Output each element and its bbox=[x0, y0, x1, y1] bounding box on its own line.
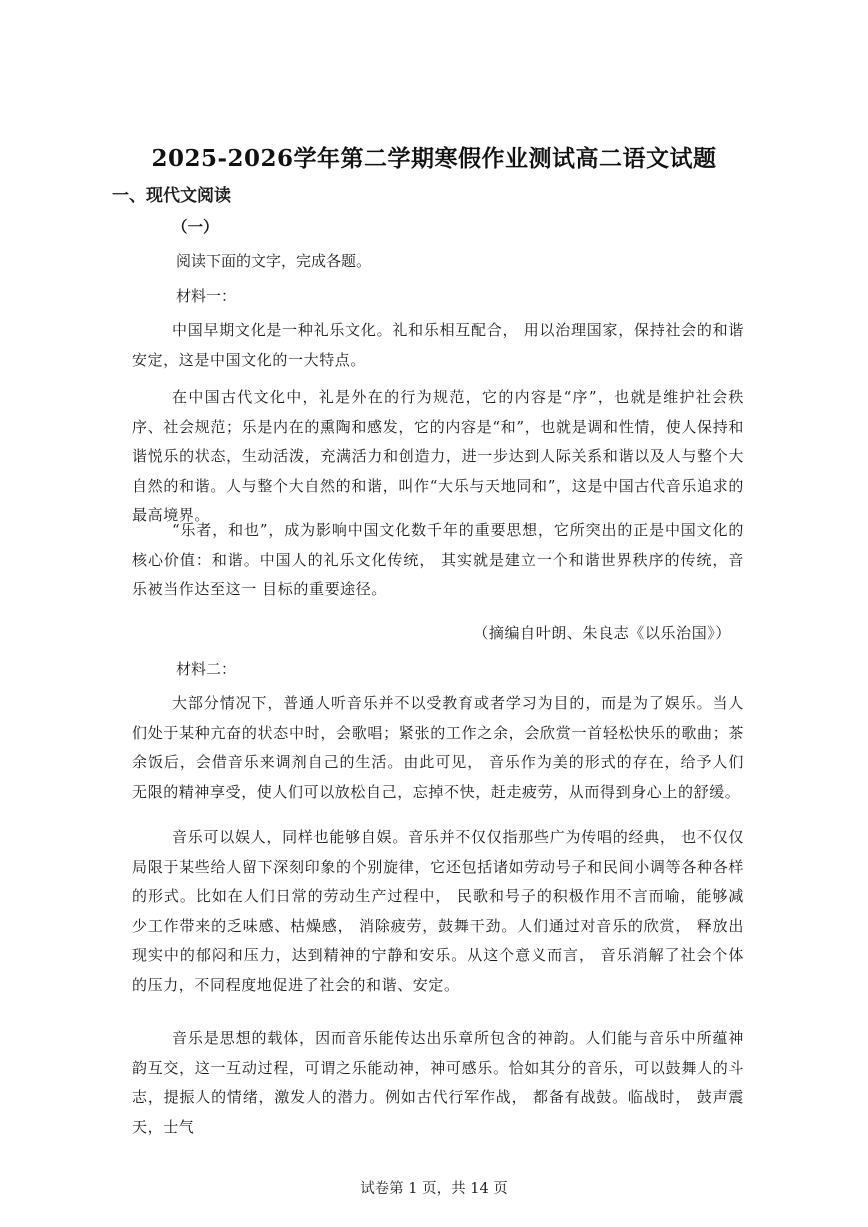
material-one-paragraph-1: 中国早期文化是一种礼乐文化。礼和乐相互配合， 用以治理国家，保持社会的和谐安定，这是中国文化的一大特点。 bbox=[132, 321, 744, 369]
material-two-paragraph-1: 大部分情况下，普通人听音乐并不以受教育或者学习为目的，而是为了娱乐。当人们处于某种亢奋的状态中时，会歌唱；紧张的工作之余，会欣赏一首轻松快乐的歌曲；茶余饭后，会借音乐来调剂自己的生活。由此可见， 音乐作为美的形式的存在，给予人们无限的精神享受，使人们可以放松自己，忘掉不快，赶走疲劳，从而得到身心上的舒缓。 bbox=[132, 694, 744, 801]
exam-title: 2025-2026学年第二学期寒假作业测试高二语文试题 bbox=[151, 145, 717, 172]
material-one-paragraph-3: “乐者，和也”，成为影响中国文化数千年的重要思想，它所突出的正是中国文化的核心价值：和谐。中国人的礼乐文化传统， 其实就是建立一个和谐世界秩序的传统，音乐被当作达至这一 目标的重要途径。 bbox=[132, 521, 744, 598]
reading-instruction: 阅读下面的文字，完成各题。 bbox=[176, 252, 372, 270]
material-two-label: 材料二： bbox=[176, 660, 237, 678]
subsection-label: （一） bbox=[172, 217, 219, 236]
material-two-paragraph-2: 音乐可以娱人，同样也能够自娱。音乐并不仅仅指那些广为传唱的经典， 也不仅仅局限于某些给人留下深刻印象的个别旋律，它还包括诸如劳动号子和民间小调等各种各样的形式。比如在人们日常的劳动生产过程中， 民歌和号子的积极作用不言而喻，能够减少工作带来的乏味感、枯燥感， 消除疲劳，鼓舞干劲。人们通过对音乐的欣赏， 释放出现实中的郁闷和压力，达到精神的宁静和安乐。从这个意义而言， 音乐消解了社会个体的压力，不同程度地促进了社会的和谐、安定。 bbox=[132, 828, 744, 994]
material-one-paragraph-2: 在中国古代文化中，礼是外在的行为规范，它的内容是“序”，也就是维护社会秩序、社会规范；乐是内在的熏陶和感发，它的内容是“和”，也就是调和性情，使人保持和谐悦乐的状态，生动活泼，充满活力和创造力，进一步达到人际关系和谐以及人与整个大自然的和谐。人与整个大自然的和谐，叫作“大乐与天地同和”，这是中国古代音乐追求的最高境界。 bbox=[132, 388, 744, 524]
material-two-paragraph-3: 音乐是思想的载体，因而音乐能传达出乐章所包含的神韵。人们能与音乐中所蕴神韵互交，这一互动过程，可谓之乐能动神，神可感乐。恰如其分的音乐，可以鼓舞人的斗志，提振人的情绪，激发人的潜力。例如古代行军作战， 都备有战鼓。临战时， 鼓声震天，士气 bbox=[132, 1029, 744, 1136]
page-footer: 试卷第 1 页，共 14 页 bbox=[360, 1181, 508, 1197]
material-one-source: （摘编自叶朗、朱良志《以乐治国》） bbox=[473, 624, 731, 642]
section-heading: 一、现代文阅读 bbox=[112, 186, 231, 206]
material-one-label: 材料一： bbox=[176, 287, 237, 305]
